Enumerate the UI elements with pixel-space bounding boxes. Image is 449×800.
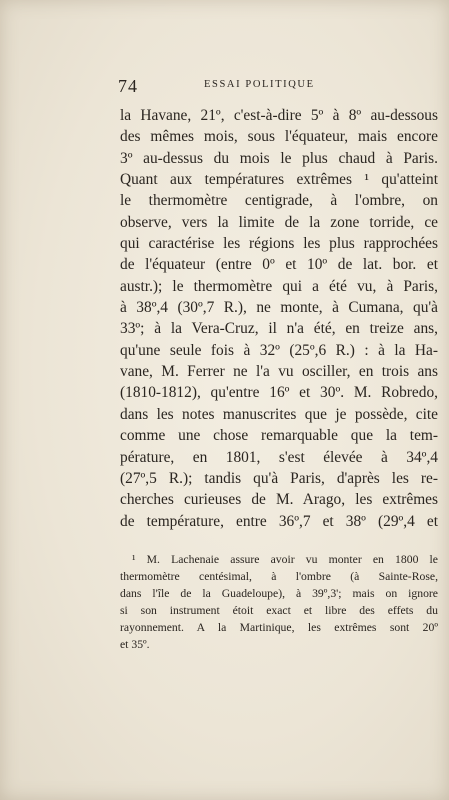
footnote — [120, 551, 438, 653]
footnote-line: ¹ M. Lachenaie assure avoir vu monter en 1800 le — [132, 553, 438, 566]
text-line: (27º,5 R.); tandis qu'à Paris, d'après les re- — [120, 469, 438, 487]
text-line: observe, vers la limite de la zone torride, ce — [120, 213, 438, 231]
running-title: ESSAI POLITIQUE — [204, 79, 315, 90]
footnote-line: thermomètre centésimal, à l'ombre (à Sainte-Rose, — [120, 570, 438, 583]
running-head — [118, 76, 428, 96]
text-line: (1810-1812), qu'entre 16º et 30º. M. Robredo, — [120, 384, 438, 402]
page-number: 74 — [118, 76, 138, 96]
text-line: cherches curieuses de M. Arago, les extrêmes — [120, 491, 438, 509]
footnote-line: dans l'île de la Guadeloupe), à 39º,3'; mais on ignore — [120, 587, 438, 600]
text-line: comme une chose remarquable que la tem- — [120, 427, 438, 445]
text-line: 3º au-dessus du mois le plus chaud à Paris. — [120, 149, 438, 167]
footnote-line: si son instrument étoit exact et libre des effets du — [120, 604, 438, 617]
body-text — [120, 105, 438, 532]
text-line: dans les notes manuscrites que je possède, cite — [120, 405, 438, 423]
text-line: de température, entre 36º,7 et 38º (29º,4 et — [120, 512, 438, 530]
text-line: qui caractérise les régions les plus rapprochées — [120, 235, 438, 253]
text-line: pérature, en 1801, s'est élevée à 34º,4 — [120, 448, 438, 466]
text-line: le thermomètre centigrade, à l'ombre, on — [120, 192, 438, 210]
footnote-line: et 35º. — [120, 638, 150, 651]
text-line: qu'une seule fois à 32º (25º,6 R.) : à la Ha- — [120, 341, 438, 359]
text-line: des mêmes mois, sous l'équateur, mais encore — [120, 128, 438, 146]
text-line: austr.); le thermomètre qui a été vu, à Paris, — [120, 277, 438, 295]
footnote-line: rayonnement. A la Martinique, les extrêmes sont 20º — [120, 621, 438, 634]
text-line: Quant aux températures extrêmes ¹ qu'atteint — [120, 171, 438, 189]
text-line: de l'équateur (entre 0º et 10º de lat. bor. et — [120, 256, 438, 274]
text-line: vane, M. Ferrer ne l'a vu osciller, en trois ans — [120, 363, 438, 381]
text-line: la Havane, 21º, c'est-à-dire 5º à 8º au-dessous — [120, 107, 438, 124]
text-line: 33º; à la Vera-Cruz, il n'a été, en treize ans, — [120, 320, 438, 338]
text-line: à 38º,4 (30º,7 R.), ne monte, à Cumana, qu'à — [120, 299, 438, 317]
